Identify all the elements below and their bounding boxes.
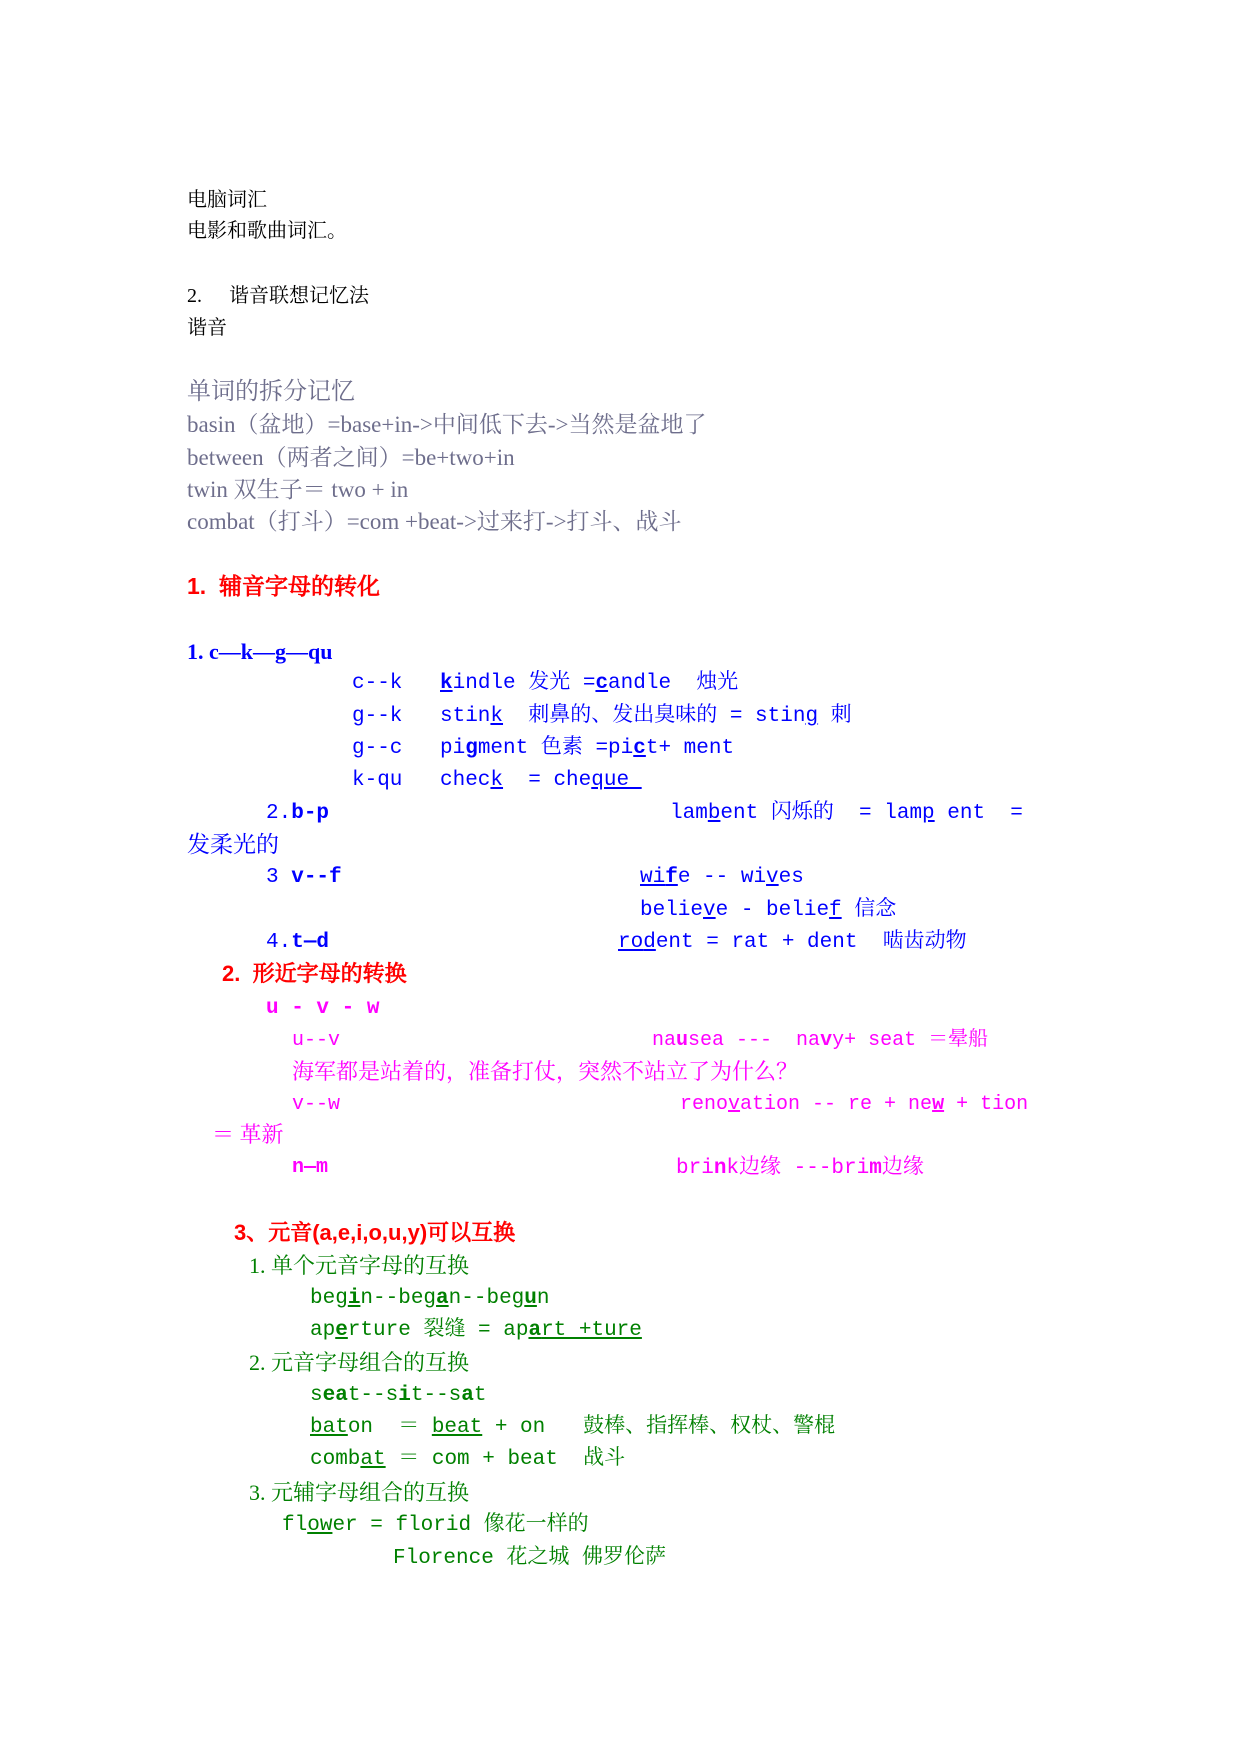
example-flower: flower = florid 像花一样的	[282, 1514, 589, 1537]
example-seat: seat--sit--sat	[310, 1384, 487, 1407]
example-stink: stink 刺鼻的、发出臭味的 = sting 刺	[440, 705, 852, 728]
example-florence: Florence 花之城 佛罗伦萨	[393, 1547, 667, 1570]
example-combat: combat ＝ com + beat 战斗	[310, 1448, 626, 1471]
split-example-2: between（两者之间）=be+two+in	[187, 445, 515, 470]
nausea-continuation: 海军都是站着的，准备打仗，突然不站立了为什么？	[292, 1059, 799, 1084]
pair-g-k: g--k	[352, 705, 403, 728]
intro-line-3: 谐音	[187, 317, 227, 339]
vowel-sub3: 3. 元辅字母组合的互换	[249, 1480, 470, 1505]
shape-pair-n-m: n—m	[292, 1156, 329, 1179]
pair-c-k: c--k	[352, 672, 403, 695]
example-rodent: rodent = rat + dent 啮齿动物	[618, 931, 967, 954]
example-baton: baton ＝ beat + on 鼓棒、指挥棒、权杖、警棍	[310, 1416, 836, 1439]
shape-pair-v-w: v--w	[292, 1093, 341, 1116]
example-check: check = cheque	[440, 769, 642, 792]
example-lambent: lambent 闪烁的 = lamp ent =	[670, 802, 1023, 825]
shape-heading: 2. 形近字母的转换	[222, 961, 407, 986]
split-example-3: twin 双生子＝ two + in	[187, 477, 409, 502]
sub4-label: 4.t—d	[266, 931, 330, 954]
example-believe: believe - belief 信念	[640, 899, 897, 922]
renovation-continuation: ＝ 革新	[212, 1122, 284, 1147]
split-memory-title: 单词的拆分记忆	[187, 379, 355, 405]
split-example-1: basin（盆地）=base+in->中间低下去->当然是盆地了	[187, 412, 707, 437]
sub3-label: 3 v--f	[266, 866, 342, 889]
section-title: 谐音联想记忆法	[229, 285, 369, 307]
shape-pair-u-v: u--v	[292, 1029, 341, 1052]
sub2-label: 2.b-p	[266, 802, 330, 825]
section-number: 2.	[187, 285, 202, 307]
pair-g-c: g--c	[352, 737, 403, 760]
intro-line-2: 电影和歌曲词汇。	[187, 220, 347, 242]
example-wife: wife -- wives	[640, 866, 804, 889]
vowel-sub2: 2. 元音字母组合的互换	[249, 1350, 470, 1375]
lambent-continuation: 发柔光的	[187, 832, 279, 857]
vowel-sub1: 1. 单个元音字母的互换	[249, 1253, 470, 1278]
pair-k-qu: k-qu	[352, 769, 403, 792]
shape-label: u - v - w	[266, 997, 380, 1020]
example-kindle: kindle 发光 =candle 烛光	[440, 672, 739, 695]
vowel-heading: 3、元音(a,e,i,o,u,y)可以互换	[234, 1220, 516, 1245]
split-example-4: combat（打斗）=com +beat->过来打->打斗、战斗	[187, 509, 682, 534]
example-renovation: renovation -- re + new + tion	[680, 1093, 1029, 1116]
consonant-heading: 1. 辅音字母的转化	[187, 573, 380, 599]
sub1-label: 1. c—k—g—qu	[187, 639, 333, 664]
intro-line-1: 电脑词汇	[187, 189, 267, 211]
example-pigment: pigment 色素 =pict+ ment	[440, 737, 735, 760]
example-brink: brink边缘 ---brim边缘	[676, 1157, 924, 1180]
example-aperture: aperture 裂缝 = apart +ture	[310, 1319, 642, 1342]
example-nausea: nausea --- navy+ seat ＝晕船	[652, 1029, 989, 1052]
example-begin: begin--began--begun	[310, 1287, 550, 1310]
